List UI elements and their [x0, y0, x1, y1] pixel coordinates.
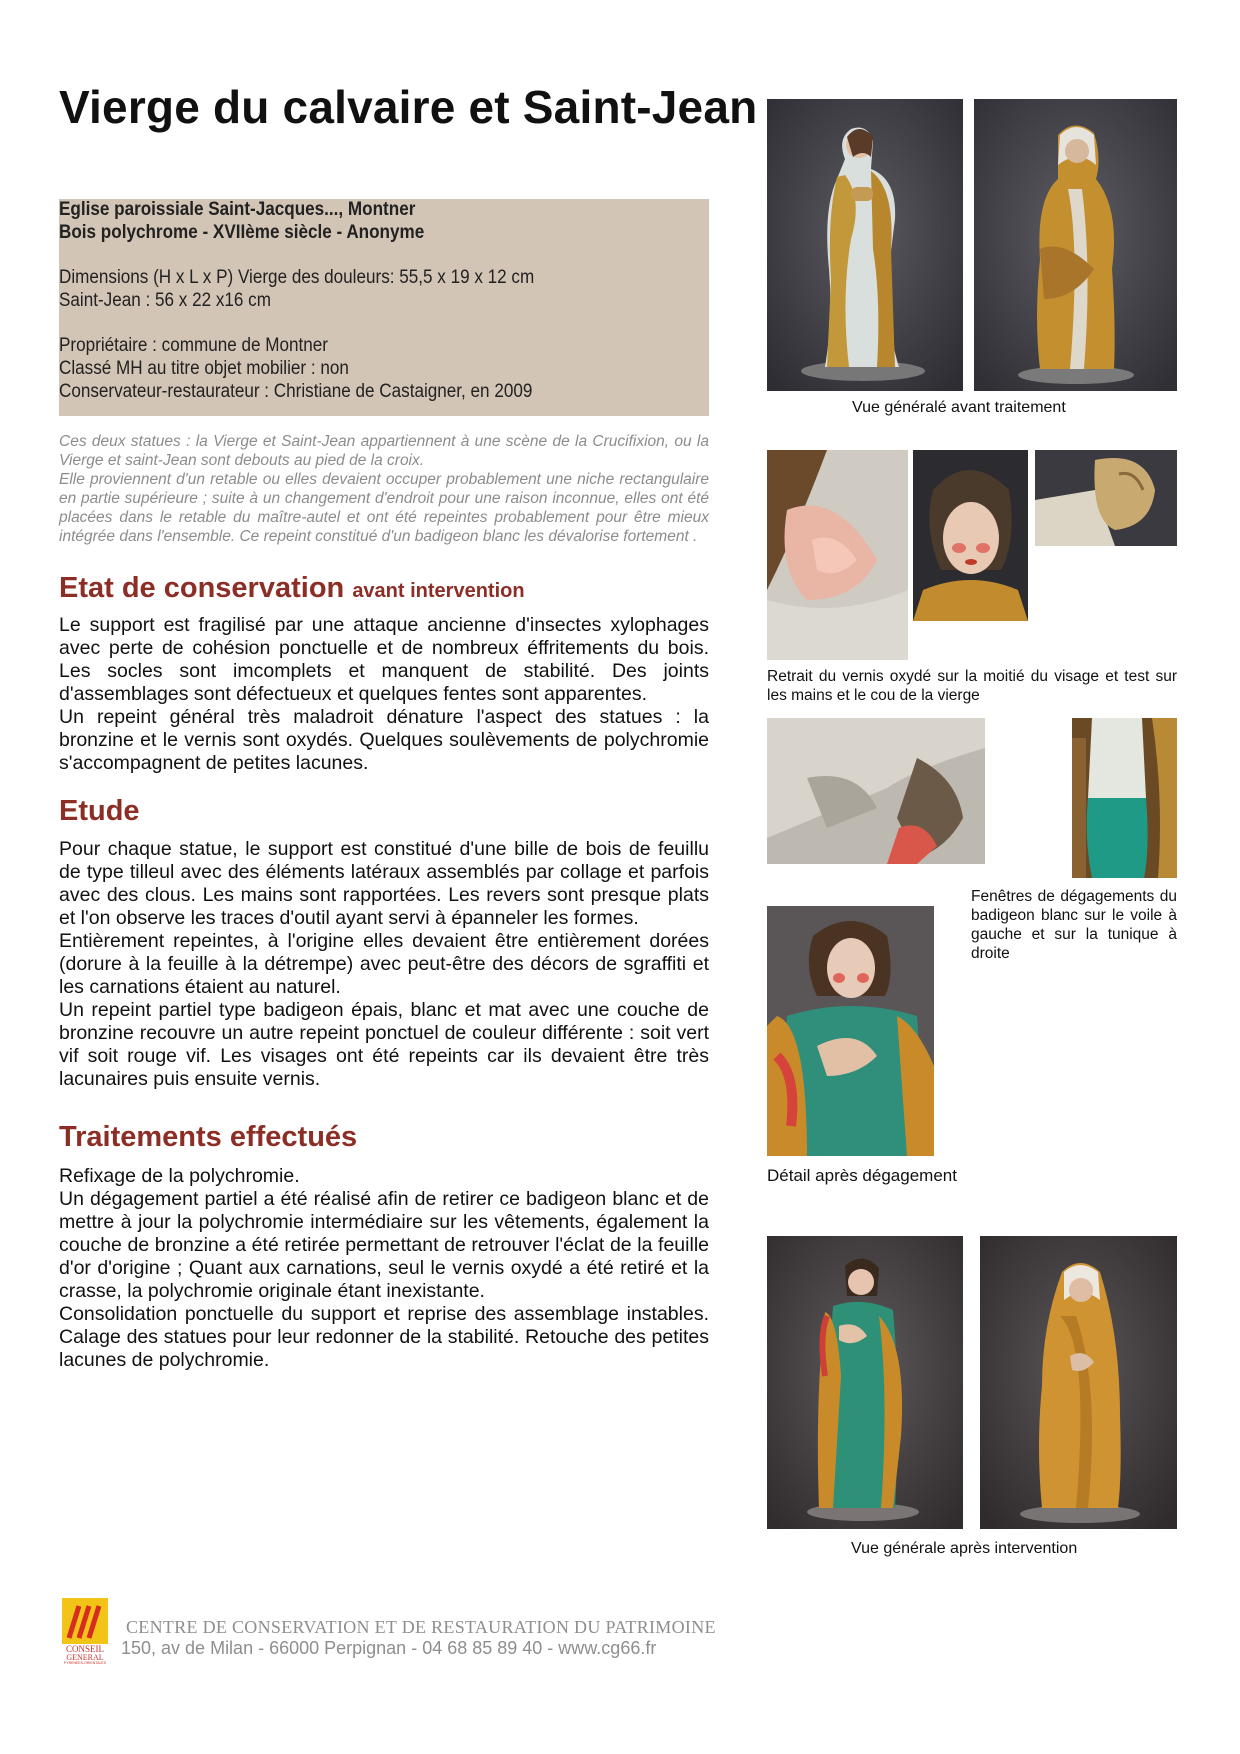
paragraph: Le support est fragilisé par une attaque ancienne d'insectes xylophages avec perte de cohésion ponctuelle et de nombreux éffritements du bois. Les socles sont imcomplets et manquent de stabilité. Des joints d'assemblages sont défectueux et quelques fentes sont apparentes. [59, 614, 709, 705]
caption-retrait: Retrait du vernis oxydé sur la moitié du visage et test sur les mains et le cou de la vierge [767, 668, 1177, 704]
info-dimensions-vierge: Dimensions (H x L x P) Vierge des douleurs: 55,5 x 19 x 12 cm [59, 267, 535, 288]
photo-closeup-face [913, 450, 1028, 621]
footer-address: 150, av de Milan - 66000 Perpignan - 04 68 85 89 40 - www.cg66.fr [121, 1638, 657, 1658]
caption-detail: Détail après dégagement [767, 1166, 957, 1185]
info-owner: Propriétaire : commune de Montner [59, 335, 328, 356]
section-body-traitements [59, 1165, 709, 1372]
photo-saint-jean-avant [974, 99, 1177, 391]
section-title-etude: Etude [59, 795, 140, 827]
photo-detail-apres [767, 906, 934, 1156]
info-material: Bois polychrome - XVIIème siècle - Anonyme [59, 222, 425, 243]
photo-closeup-neck [767, 450, 908, 660]
photo-vierge-avant [767, 99, 963, 391]
info-dimensions-jean: Saint-Jean : 56 x 22 x16 cm [59, 290, 271, 311]
caption-avant: Vue généralé avant traitement [852, 399, 1066, 416]
intro-paragraph: Elle proviennent d'un retable ou elles devaient occuper probablement une niche rectangulaire en partie supérieure ; suite à un changement d'endroit pour une raison inconnue, elles ont été placées dans le retable du maître-autel et ont été repeintes probablement pour être mieux intégrée dans l'ensemble. Ce repeint constitué d'un badigeon blanc les dévalorise fortement . [59, 471, 709, 545]
photo-vierge-apres [980, 1236, 1177, 1529]
section-subtitle-etat: avant intervention [352, 580, 525, 602]
intro-paragraph: Ces deux statues : la Vierge et Saint-Jean appartiennent à une scène de la Crucifixion, ou la Vierge et saint-Jean sont debouts au pied de la croix. [59, 433, 709, 469]
info-classification: Classé MH au titre objet mobilier : non [59, 358, 349, 379]
paragraph: Un repeint partiel type badigeon épais, blanc et mat avec une couche de bronzine recouvre un autre repeint ponctuel de couleur différente : soit vert vif soit rouge vif. Les visages ont été repeints car ils devaient être très lacunaires puis ensuite vernis. [59, 999, 709, 1090]
logo-text-conseil: CONSEIL [66, 1644, 104, 1654]
page-title: Vierge du calvaire et Saint-Jean [59, 81, 758, 133]
paragraph: Un repeint général très maladroit dénature l'aspect des statues : la bronzine et le vernis sont oxydés. Quelques soulèvements de polychromie s'accompagnent de petites lacunes. [59, 706, 709, 774]
logo-text-dept: PYRENEES-ORIENTALES [63, 1661, 107, 1664]
info-location: Eglise paroissiale Saint-Jacques..., Montner [59, 199, 416, 220]
section-title-etat [59, 572, 525, 605]
paragraph: Pour chaque statue, le support est constitué d'une bille de bois de feuillu de type tilleul avec des éléments latéraux assemblés par collage et parfois avec des clous. Les mains sont rapportées. Les revers sont presque plats et l'on observe les traces d'outil ayant servi à épanneler les formes. [59, 838, 709, 929]
photo-closeup-hand [1035, 450, 1177, 546]
paragraph: Consolidation ponctuelle du support et reprise des assemblage instables. Calage des statues pour leur redonner de la stabilité. Retouche des petites lacunes de polychromie. [59, 1303, 709, 1371]
caption-apres: Vue générale après intervention [851, 1540, 1078, 1557]
section-body-etat [59, 614, 709, 775]
section-title-traitements: Traitements effectués [59, 1121, 358, 1153]
caption-fenetres: Fenêtres de dégagements du badigeon blanc sur le voile à gauche et sur la tunique à droite [971, 888, 1177, 962]
paragraph: Un dégagement partiel a été réalisé afin de retirer ce badigeon blanc et de mettre à jour la polychromie intermédiaire sur les vêtements, également la couche de bronzine a été retirée permettant de retrouver l'éclat de la feuille d'or d'origine ; Quant aux carnations, seul le vernis oxydé a été retiré et la crasse, la polychromie originale étant inexistante. [59, 1188, 709, 1302]
paragraph: Entièrement repeintes, à l'origine elles devaient être entièrement dorées (dorure à la feuille à la détrempe) avec peut-être des décors de sgraffiti et les carnations étaient au naturel. [59, 930, 709, 998]
info-restorer: Conservateur-restaurateur : Christiane de Castaigner, en 2009 [59, 381, 533, 402]
section-title-etat-text: Etat de conservation [59, 572, 345, 604]
footer-org-name: CENTRE DE CONSERVATION ET DE RESTAURATION DU PATRIMOINE [126, 1617, 716, 1637]
intro-text [59, 432, 709, 546]
logo-text-general: GENERAL [66, 1653, 104, 1662]
photo-fenetre-tunique [1072, 718, 1177, 878]
photo-fenetre-voile [767, 718, 985, 864]
paragraph: Refixage de la polychromie. [59, 1165, 300, 1187]
photo-saint-jean-apres [767, 1236, 963, 1529]
section-body-etude [59, 838, 709, 1091]
conseil-general-logo [61, 1598, 109, 1664]
info-box [59, 199, 709, 416]
